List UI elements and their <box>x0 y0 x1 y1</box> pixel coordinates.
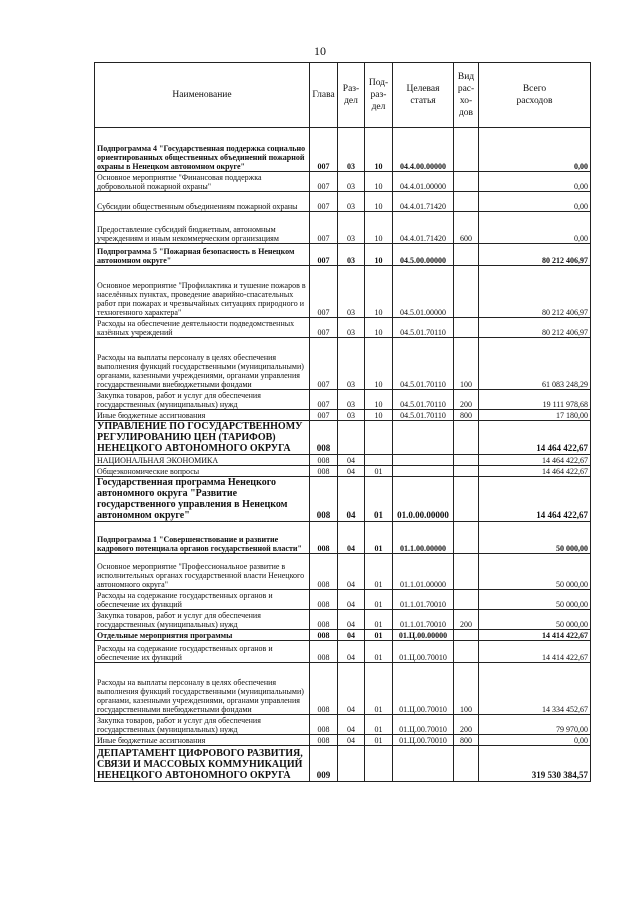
row-target <box>393 421 454 455</box>
row-section: 04 <box>338 610 365 630</box>
row-expense-type: 100 <box>454 663 479 715</box>
row-subsection: 10 <box>365 266 393 318</box>
row-subsection: 01 <box>365 735 393 746</box>
row-total: 80 212 406,97 <box>479 266 591 318</box>
row-name: НАЦИОНАЛЬНАЯ ЭКОНОМИКА <box>95 455 310 466</box>
row-name: Субсидии общественным объединениям пожарной охраны <box>95 192 310 212</box>
header-chapter: Глава <box>310 63 338 128</box>
row-total: 14 464 422,67 <box>479 477 591 522</box>
row-total: 50 000,00 <box>479 522 591 554</box>
header-name: Наименование <box>95 63 310 128</box>
row-chapter: 008 <box>310 554 338 590</box>
row-name: Основное мероприятие "Финансовая поддержка добровольной пожарной охраны" <box>95 172 310 192</box>
row-total: 14 464 422,67 <box>479 455 591 466</box>
row-total: 0,00 <box>479 735 591 746</box>
row-subsection: 10 <box>365 390 393 410</box>
row-expense-type: 200 <box>454 715 479 735</box>
row-chapter: 008 <box>310 421 338 455</box>
row-chapter: 007 <box>310 318 338 338</box>
row-section: 04 <box>338 735 365 746</box>
header-row <box>95 63 591 128</box>
row-subsection: 10 <box>365 318 393 338</box>
row-subsection: 01 <box>365 466 393 477</box>
row-chapter: 008 <box>310 466 338 477</box>
row-name: Расходы на содержание государственных органов и обеспечение их функций <box>95 641 310 663</box>
header-target: Целевая статья <box>393 63 454 128</box>
row-name: Закупка товаров, работ и услуг для обеспечения государственных (муниципальных) нужд <box>95 610 310 630</box>
row-total: 50 000,00 <box>479 610 591 630</box>
row-target <box>393 746 454 782</box>
table-row <box>95 610 591 630</box>
row-expense-type: 200 <box>454 610 479 630</box>
row-expense-type <box>454 746 479 782</box>
row-subsection: 10 <box>365 192 393 212</box>
table-row <box>95 212 591 244</box>
row-total: 0,00 <box>479 128 591 172</box>
row-section: 04 <box>338 630 365 641</box>
row-target: 04.5.01.70110 <box>393 318 454 338</box>
row-chapter: 008 <box>310 522 338 554</box>
row-target: 04.5.01.00000 <box>393 266 454 318</box>
row-subsection: 10 <box>365 172 393 192</box>
row-target: 01.1.01.70010 <box>393 590 454 610</box>
row-total: 80 212 406,97 <box>479 318 591 338</box>
row-expense-type <box>454 590 479 610</box>
row-total: 19 111 978,68 <box>479 390 591 410</box>
row-name: УПРАВЛЕНИЕ ПО ГОСУДАРСТВЕННОМУ РЕГУЛИРОВАНИЮ ЦЕН (ТАРИФОВ) НЕНЕЦКОГО АВТОНОМНОГО ОКРУГА <box>95 421 310 455</box>
row-chapter: 008 <box>310 455 338 466</box>
row-expense-type: 200 <box>454 390 479 410</box>
row-expense-type <box>454 522 479 554</box>
row-chapter: 007 <box>310 338 338 390</box>
row-name: Иные бюджетные ассигнования <box>95 410 310 421</box>
row-expense-type: 800 <box>454 410 479 421</box>
table-row <box>95 244 591 266</box>
row-name: Расходы на обеспечение деятельности подведомственных казённых учреждений <box>95 318 310 338</box>
row-total: 14 464 422,67 <box>479 466 591 477</box>
row-chapter: 008 <box>310 735 338 746</box>
row-section: 03 <box>338 266 365 318</box>
row-name: Государственная программа Ненецкого автономного округа "Развитие государственного управления в Ненецком автономном округе" <box>95 477 310 522</box>
row-name: Основное мероприятие "Профилактика и тушение пожаров в населённых пунктах, проведение аварийно-спасательных работ при пожарах и чрезвычайных ситуациях природного и техногенного характера" <box>95 266 310 318</box>
row-name: Предоставление субсидий бюджетным, автономным учреждениям и иным некоммерческим организациям <box>95 212 310 244</box>
table-row <box>95 663 591 715</box>
row-expense-type <box>454 641 479 663</box>
row-chapter: 008 <box>310 663 338 715</box>
row-subsection: 10 <box>365 212 393 244</box>
row-subsection: 10 <box>365 338 393 390</box>
row-name: Подпрограмма 4 "Государственная поддержка социально ориентированных общественных объединений пожарной охраны в Ненецком автономном округе" <box>95 128 310 172</box>
row-total: 14 334 452,67 <box>479 663 591 715</box>
table-row <box>95 522 591 554</box>
row-name: Расходы на выплаты персоналу в целях обеспечения выполнения функций государственными (муниципальными) органами, казенными учреждениями, органами управления государственными внебюджетными фондами <box>95 663 310 715</box>
row-section: 04 <box>338 477 365 522</box>
row-expense-type <box>454 192 479 212</box>
row-section: 04 <box>338 466 365 477</box>
row-target: 01.Ц.00.70010 <box>393 663 454 715</box>
table-row <box>95 455 591 466</box>
table-row <box>95 746 591 782</box>
budget-table <box>94 62 591 782</box>
row-target: 04.5.01.70110 <box>393 390 454 410</box>
row-subsection: 01 <box>365 477 393 522</box>
row-target: 04.4.01.71420 <box>393 212 454 244</box>
row-subsection: 01 <box>365 522 393 554</box>
row-target: 04.5.01.70110 <box>393 410 454 421</box>
row-section: 04 <box>338 554 365 590</box>
row-section: 04 <box>338 590 365 610</box>
table-row <box>95 318 591 338</box>
row-subsection: 01 <box>365 715 393 735</box>
row-total: 17 180,00 <box>479 410 591 421</box>
row-target: 01.1.00.00000 <box>393 522 454 554</box>
row-target: 04.4.01.71420 <box>393 192 454 212</box>
row-expense-type <box>454 477 479 522</box>
row-target <box>393 455 454 466</box>
table-row <box>95 172 591 192</box>
table-row <box>95 630 591 641</box>
row-total: 14 464 422,67 <box>479 421 591 455</box>
row-target: 01.Ц.00.70010 <box>393 715 454 735</box>
row-expense-type: 100 <box>454 338 479 390</box>
row-section: 04 <box>338 641 365 663</box>
table-row <box>95 554 591 590</box>
table-row <box>95 641 591 663</box>
row-expense-type <box>454 128 479 172</box>
row-section: 04 <box>338 522 365 554</box>
row-section: 04 <box>338 715 365 735</box>
table-row <box>95 590 591 610</box>
row-target: 04.4.01.00000 <box>393 172 454 192</box>
row-subsection: 01 <box>365 554 393 590</box>
row-subsection: 01 <box>365 610 393 630</box>
row-total: 0,00 <box>479 172 591 192</box>
row-section: 03 <box>338 318 365 338</box>
row-subsection <box>365 455 393 466</box>
row-name: Отдельные мероприятия программы <box>95 630 310 641</box>
row-section: 03 <box>338 172 365 192</box>
row-name: Основное мероприятие "Профессиональное развитие в исполнительных органах государственной власти Ненецкого автономного округа" <box>95 554 310 590</box>
row-section: 03 <box>338 338 365 390</box>
row-expense-type <box>454 554 479 590</box>
row-section: 03 <box>338 244 365 266</box>
row-expense-type <box>454 630 479 641</box>
row-subsection: 01 <box>365 663 393 715</box>
row-chapter: 008 <box>310 630 338 641</box>
row-name: Общеэкономические вопросы <box>95 466 310 477</box>
row-expense-type: 800 <box>454 735 479 746</box>
row-section: 03 <box>338 128 365 172</box>
row-total: 50 000,00 <box>479 554 591 590</box>
row-section <box>338 421 365 455</box>
row-section: 03 <box>338 192 365 212</box>
table-row <box>95 192 591 212</box>
row-target: 04.5.00.00000 <box>393 244 454 266</box>
row-subsection: 01 <box>365 641 393 663</box>
row-expense-type <box>454 455 479 466</box>
row-total: 319 530 384,57 <box>479 746 591 782</box>
row-subsection: 01 <box>365 630 393 641</box>
row-subsection: 10 <box>365 244 393 266</box>
row-expense-type <box>454 466 479 477</box>
row-chapter: 008 <box>310 715 338 735</box>
row-name: Расходы на содержание государственных органов и обеспечение их функций <box>95 590 310 610</box>
header-expense-type: Вид рас- хо- дов <box>454 63 479 128</box>
table-row <box>95 466 591 477</box>
row-expense-type <box>454 172 479 192</box>
row-chapter: 009 <box>310 746 338 782</box>
row-total: 14 414 422,67 <box>479 630 591 641</box>
row-target <box>393 466 454 477</box>
row-target: 01.Ц.00.70010 <box>393 735 454 746</box>
table-body <box>95 128 591 782</box>
table-row <box>95 421 591 455</box>
row-target: 01.Ц.00.00000 <box>393 630 454 641</box>
row-expense-type <box>454 266 479 318</box>
table-row <box>95 410 591 421</box>
table-row <box>95 128 591 172</box>
row-total: 50 000,00 <box>479 590 591 610</box>
row-expense-type: 600 <box>454 212 479 244</box>
row-section: 03 <box>338 212 365 244</box>
row-expense-type <box>454 421 479 455</box>
row-chapter: 008 <box>310 641 338 663</box>
row-subsection: 01 <box>365 590 393 610</box>
row-chapter: 008 <box>310 477 338 522</box>
row-name: Закупка товаров, работ и услуг для обеспечения государственных (муниципальных) нужд <box>95 715 310 735</box>
row-expense-type <box>454 244 479 266</box>
row-total: 0,00 <box>479 192 591 212</box>
table-row <box>95 266 591 318</box>
table-row <box>95 338 591 390</box>
header-total: Всего расходов <box>479 63 591 128</box>
row-subsection: 10 <box>365 410 393 421</box>
row-chapter: 007 <box>310 172 338 192</box>
row-total: 14 414 422,67 <box>479 641 591 663</box>
row-chapter: 007 <box>310 212 338 244</box>
row-section: 04 <box>338 663 365 715</box>
row-total: 0,00 <box>479 212 591 244</box>
row-subsection <box>365 421 393 455</box>
row-chapter: 008 <box>310 590 338 610</box>
row-name: Подпрограмма 5 "Пожарная безопасность в Ненецком автономном округе" <box>95 244 310 266</box>
table-row <box>95 477 591 522</box>
row-target: 01.1.01.70010 <box>393 610 454 630</box>
header-section: Раз- дел <box>338 63 365 128</box>
row-section <box>338 746 365 782</box>
row-target: 04.5.01.70110 <box>393 338 454 390</box>
row-section: 03 <box>338 390 365 410</box>
row-subsection: 10 <box>365 128 393 172</box>
row-section: 04 <box>338 455 365 466</box>
row-chapter: 007 <box>310 192 338 212</box>
row-name: Расходы на выплаты персоналу в целях обеспечения выполнения функций государственными (муниципальными) органами, казенными учреждениями, органами управления государственными внебюджетными фондами <box>95 338 310 390</box>
page-number: 10 <box>314 44 326 58</box>
row-name: ДЕПАРТАМЕНТ ЦИФРОВОГО РАЗВИТИЯ, СВЯЗИ И МАССОВЫХ КОММУНИКАЦИЙ НЕНЕЦКОГО АВТОНОМНОГО ОКРУГА <box>95 746 310 782</box>
row-chapter: 007 <box>310 128 338 172</box>
row-target: 01.0.00.00000 <box>393 477 454 522</box>
row-total: 80 212 406,97 <box>479 244 591 266</box>
row-chapter: 007 <box>310 266 338 318</box>
row-target: 04.4.00.00000 <box>393 128 454 172</box>
row-expense-type <box>454 318 479 338</box>
row-subsection <box>365 746 393 782</box>
row-section: 03 <box>338 410 365 421</box>
row-target: 01.Ц.00.70010 <box>393 641 454 663</box>
header-subsection: Под- раз- дел <box>365 63 393 128</box>
table-row <box>95 715 591 735</box>
table-row <box>95 390 591 410</box>
row-chapter: 007 <box>310 390 338 410</box>
table-row <box>95 735 591 746</box>
row-total: 61 083 248,29 <box>479 338 591 390</box>
row-name: Иные бюджетные ассигнования <box>95 735 310 746</box>
row-name: Закупка товаров, работ и услуг для обеспечения государственных (муниципальных) нужд <box>95 390 310 410</box>
row-chapter: 007 <box>310 244 338 266</box>
row-chapter: 008 <box>310 610 338 630</box>
row-total: 79 970,00 <box>479 715 591 735</box>
row-target: 01.1.01.00000 <box>393 554 454 590</box>
row-chapter: 007 <box>310 410 338 421</box>
row-name: Подпрограмма 1 "Совершенствование и развитие кадрового потенциала органов государственной власти" <box>95 522 310 554</box>
